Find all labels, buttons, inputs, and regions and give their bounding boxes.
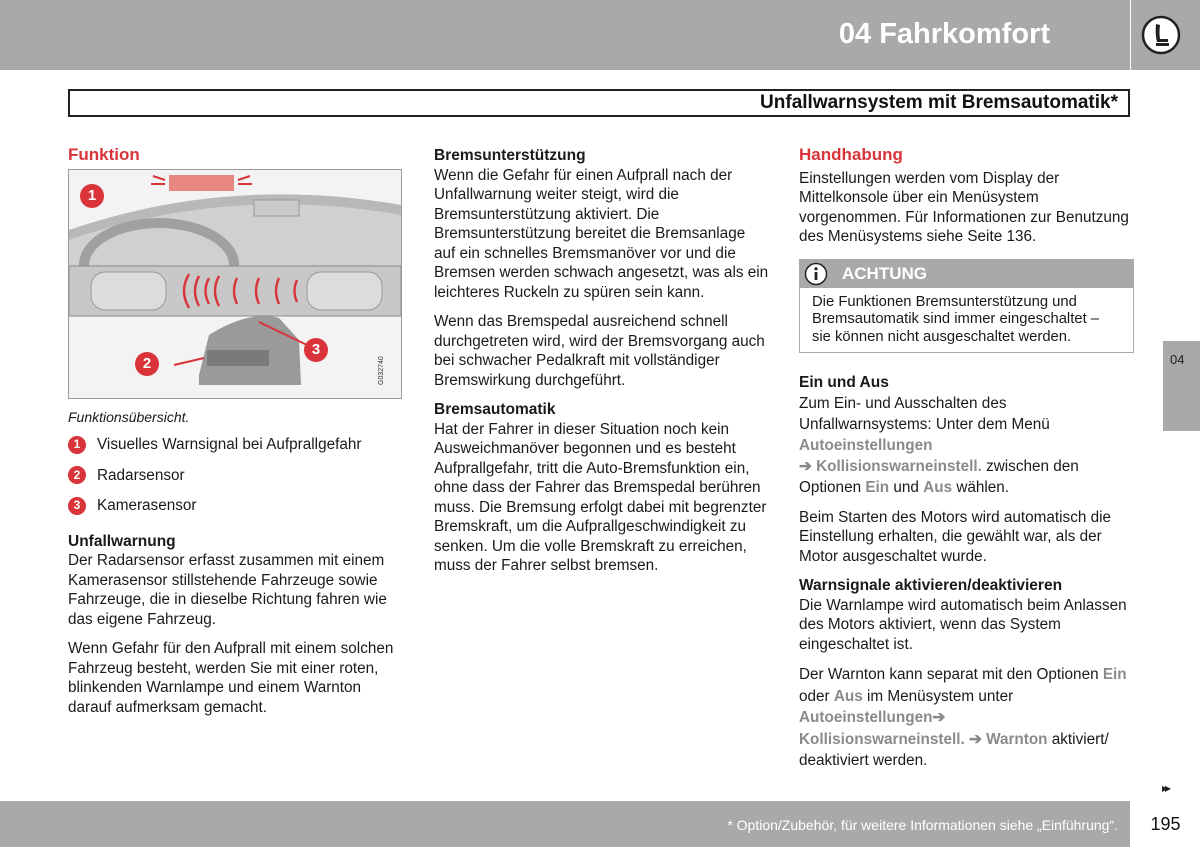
chapter-header-bar — [0, 0, 1130, 70]
menu-path-kollisionswarneinstell: ➔ Kollisionswarneinstell. — [799, 457, 982, 475]
section-title: Unfallwarnsystem mit Bremsautomatik* — [760, 92, 1118, 113]
function-overview-figure — [68, 169, 402, 399]
footnote: * Option/Zubehör, für weitere Informationen siehe „Einführung“. — [727, 817, 1118, 833]
menu-path-warnton: Kollisionswarneinstell. ➔ Warnton — [799, 730, 1048, 748]
warning-text: Die Funktionen Bremsunterstützung und Bremsautomatik sind immer eingeschaltet – sie können nicht ausgeschaltet werden. — [812, 293, 1100, 345]
ein-aus-heading: Ein und Aus — [799, 374, 889, 391]
chapter-side-tab-label: 04 — [1170, 352, 1185, 367]
warnsignale-heading: Warnsignale aktivieren/deaktivieren — [799, 577, 1063, 594]
continue-arrow-icon: ▸▸ — [1162, 781, 1169, 795]
text-run: aktiviert/ deaktiviert werden. — [799, 730, 1109, 769]
chapter-side-tab — [1163, 341, 1200, 431]
bremsunterstuetzung-heading: Bremsunterstützung — [434, 147, 586, 164]
legend-number: 1 — [68, 436, 86, 454]
warnsignale-paragraph-2 — [799, 664, 1134, 772]
seat-icon — [1141, 15, 1181, 55]
ein-aus-paragraph-1 — [799, 393, 1134, 498]
text-run: zwischen den Optionen — [799, 457, 1079, 496]
unfallwarnung-paragraph-1: Der Radarsensor erfasst zusammen mit einem Kamerasensor stillstehende Fahrzeuge sowie Fahrzeuge, die in dieselbe Richtung fahren wie das eigene Fahrzeug. — [68, 552, 387, 628]
ein-aus-paragraph-2: Beim Starten des Motors wird automatisch die Einstellung erhalten, die gewählt war, als der Motor ausgeschaltet wurde. — [799, 508, 1112, 565]
bremsunterstuetzung-paragraph-2: Wenn das Bremspedal ausreichend schnell durchgetreten wird, wird der Bremsvorgang auch bei schwacher Pedalkraft mit vollständiger Bremswirkung durchgeführt. — [434, 313, 765, 389]
text-run: im Menüsystem unter — [862, 687, 1014, 705]
handhabung-heading: Handhabung — [799, 145, 903, 164]
bremsunterstuetzung-paragraph-1: Wenn die Gefahr für einen Aufprall nach der Unfallwarnung weiter steigt, wird die Bremsunterstützung aktiviert. Die Bremsunterstützung bereitet die Bremsanlage auf ein schnelles Bremsmanöver vor und die Bremsen werden schwach angesetzt, was als ein leichteres Ruckeln zu spüren sein kann. — [434, 166, 769, 301]
figure-caption: Funktionsübersicht. — [68, 408, 190, 425]
text-run: Zum Ein- und Ausschalten des Unfallwarnsystems: Unter dem Menü — [799, 394, 1050, 433]
option-aus: Aus — [833, 687, 863, 705]
menu-path-autoeinstellungen: Autoeinstellungen➔ — [799, 709, 946, 726]
warning-title: ACHTUNG — [842, 263, 927, 283]
section-title-box — [68, 89, 1130, 117]
figure-code: G032740 — [378, 355, 385, 385]
column-1 — [68, 140, 403, 727]
legend-text: Visuelles Warnsignal bei Aufprallgefahr — [97, 436, 362, 453]
info-icon — [804, 262, 828, 286]
text-run: wählen. — [952, 478, 1010, 496]
menu-path-autoeinstellungen: Autoeinstellungen — [799, 436, 933, 454]
badge-3: 3 — [304, 338, 328, 362]
column-3 — [799, 140, 1134, 782]
bremsautomatik-paragraph: Hat der Fahrer in dieser Situation noch kein Ausweichmanöver begonnen und es besteht Aufprallgefahr, tritt die Auto-Bremsfunktion ein, ohne dass der Fahrer das Bremspedal berühren muss. Die Bremsung erfolgt dabei mit begrenzter Bremskraft, um die Aufprallgeschwindigkeit zu senken. Um die volle Bremskraft zu erreichen, muss der Fahrer selbst bremsen. — [434, 420, 767, 574]
column-2 — [434, 140, 769, 586]
unfallwarnung-paragraph-2: Wenn Gefahr für den Aufprall mit einem solchen Fahrzeug besteht, werden Sie mit einer roten, blinkenden Warnlampe und einem Warnton darauf aufmerksam gemacht. — [68, 640, 394, 716]
option-ein: Ein — [865, 478, 890, 496]
legend-item — [68, 496, 403, 516]
chapter-title: 04 Fahrkomfort — [838, 18, 1050, 50]
badge-2: 2 — [135, 352, 159, 376]
footer-bar — [0, 801, 1130, 847]
handhabung-paragraph: Einstellungen werden vom Display der Mittelkonsole über ein Menüsystem vorgenommen. Für Informationen zur Benutzung des Menüsystems siehe Seite 136. — [799, 169, 1129, 245]
warning-header — [800, 260, 1133, 288]
warning-box — [799, 259, 1134, 354]
legend-text: Kamerasensor — [97, 497, 197, 514]
legend-item — [68, 466, 403, 486]
unfallwarnung-heading: Unfallwarnung — [68, 532, 176, 550]
page-number: 195 — [1150, 813, 1181, 834]
option-ein: Ein — [1102, 666, 1127, 683]
text-run: Der Warnton kann separat mit den Optionen — [799, 666, 1103, 683]
legend-number: 3 — [68, 497, 86, 515]
warnsignale-paragraph-1: Die Warnlampe wird automatisch beim Anlassen des Motors aktiviert, wenn das System eingeschaltet ist. — [799, 596, 1127, 653]
text-run: und — [889, 478, 924, 496]
text-run: oder — [799, 687, 834, 705]
option-aus: Aus — [923, 478, 953, 496]
badge-1: 1 — [80, 184, 104, 208]
bremsautomatik-heading: Bremsautomatik — [434, 401, 556, 418]
car-illustration — [69, 170, 401, 398]
legend-item — [68, 435, 403, 455]
legend-number: 2 — [68, 466, 86, 484]
legend-text: Radarsensor — [97, 466, 185, 484]
funktion-heading: Funktion — [68, 145, 140, 164]
